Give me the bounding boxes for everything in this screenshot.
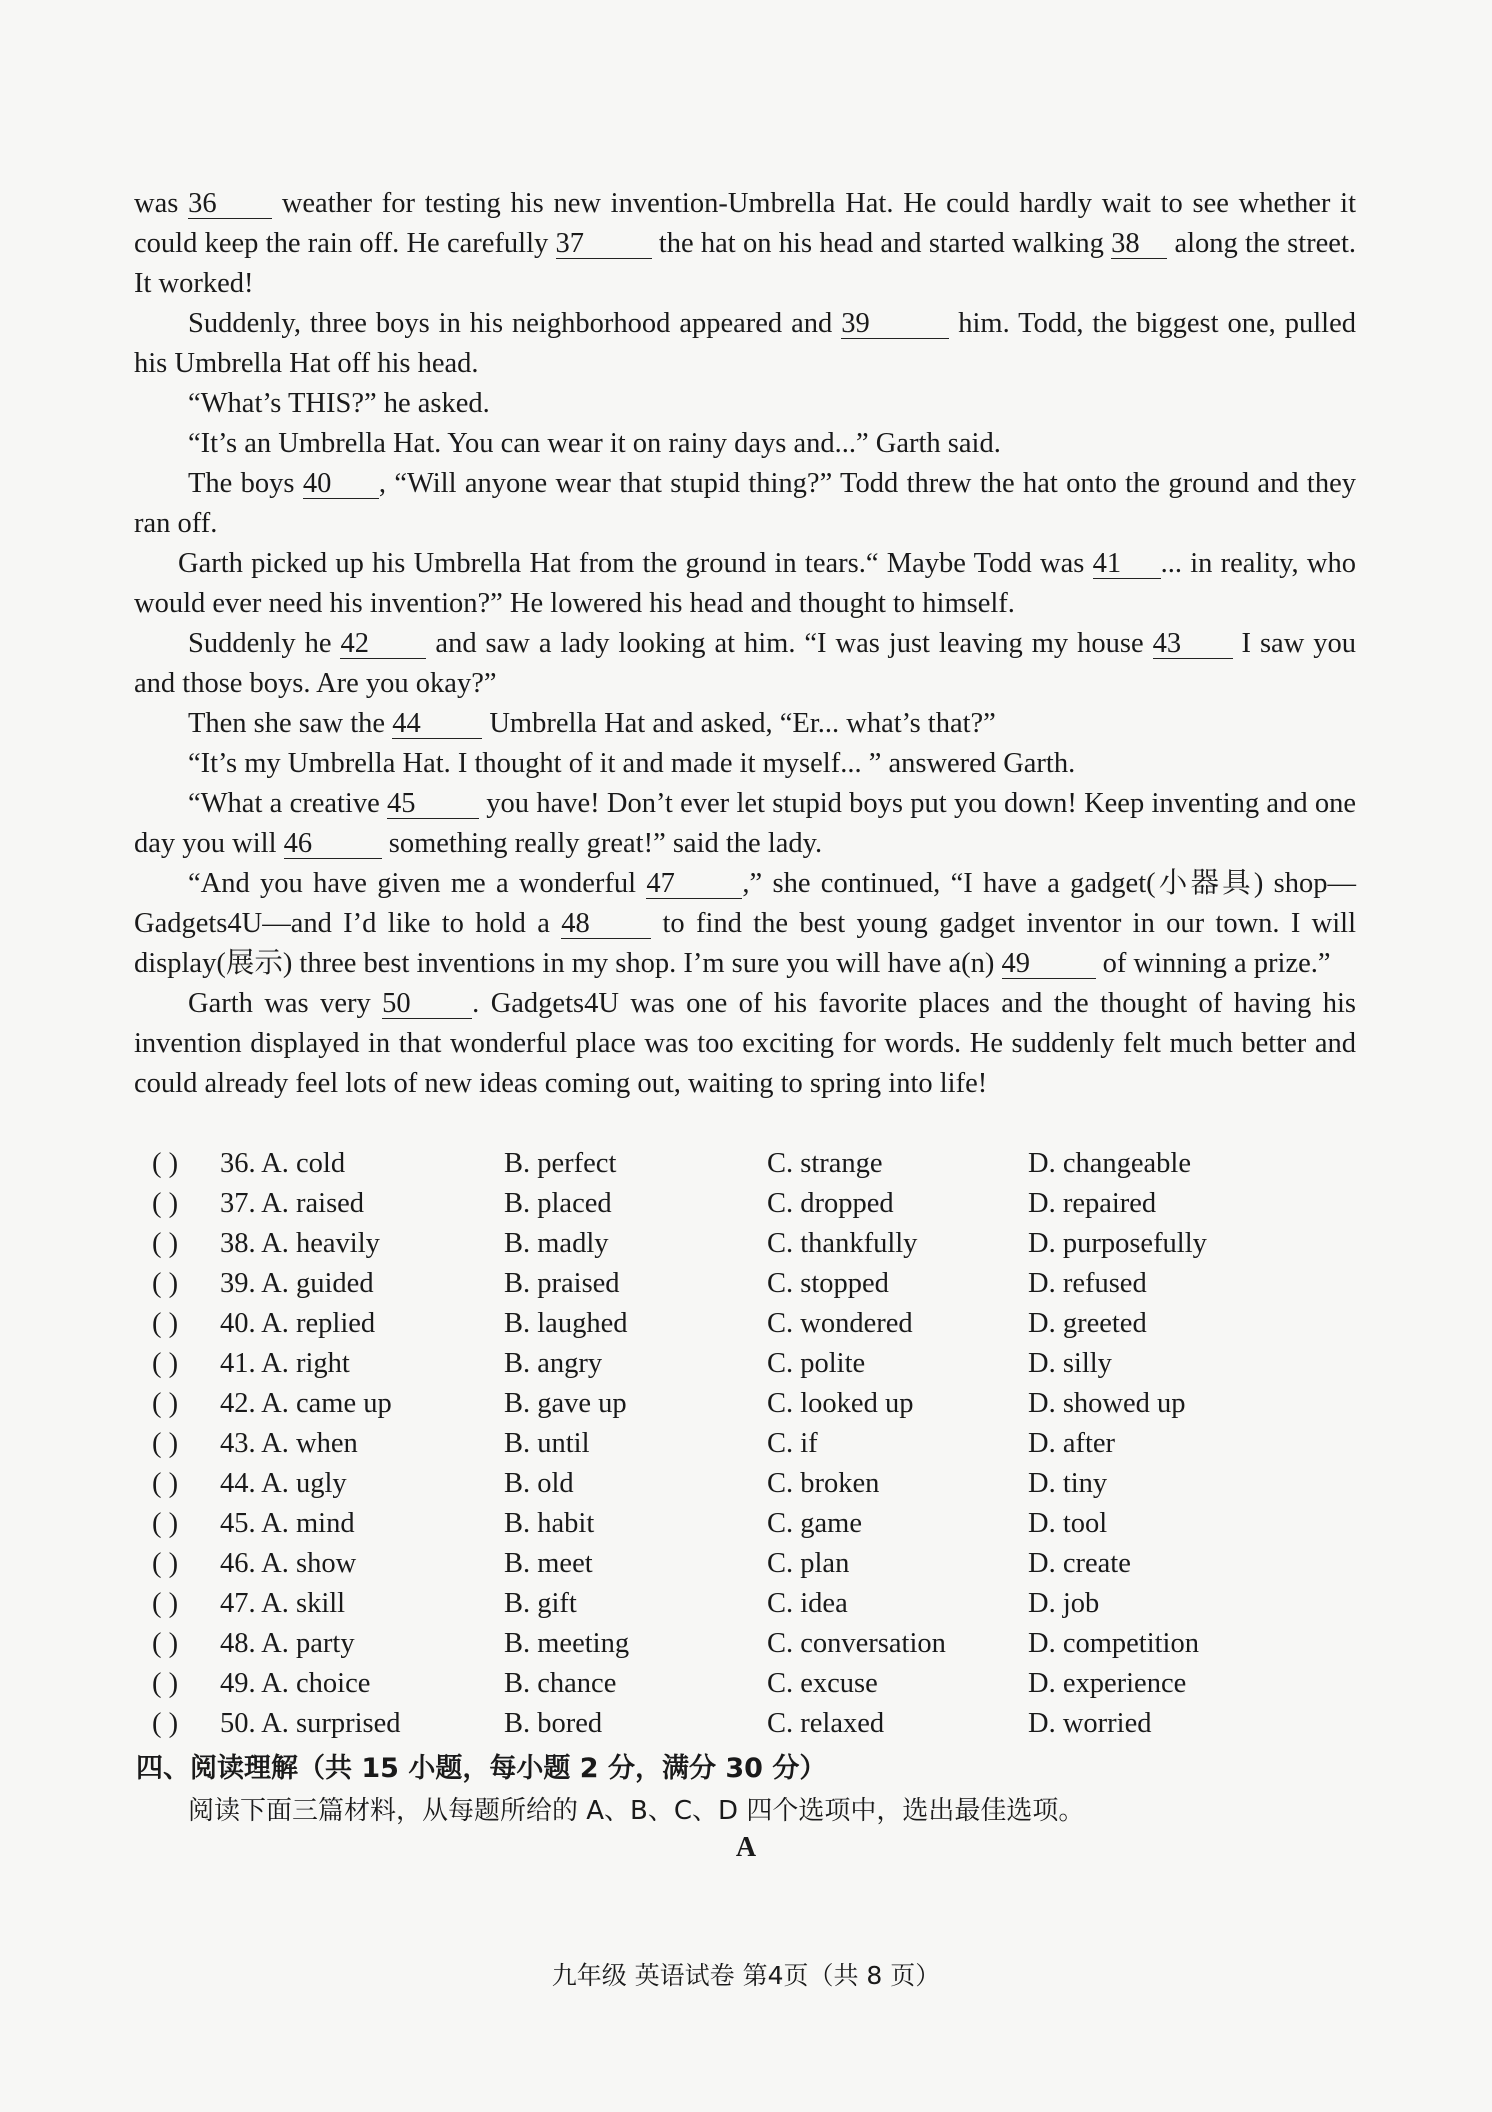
blank-39: 39 (841, 310, 949, 339)
option-a: 44. A. ugly (220, 1468, 347, 1499)
option-d: D. worried (1028, 1708, 1152, 1739)
option-b: B. meet (504, 1548, 593, 1579)
option-d: D. job (1028, 1588, 1100, 1619)
answer-bracket[interactable]: ( ) (152, 1228, 179, 1259)
option-a: 45. A. mind (220, 1508, 355, 1539)
blank-47: 47 (646, 870, 742, 899)
option-b: B. placed (504, 1188, 612, 1219)
option-d: D. changeable (1028, 1148, 1191, 1179)
option-b: B. gift (504, 1588, 577, 1619)
option-row (142, 1704, 1362, 1744)
option-row (142, 1264, 1362, 1304)
paragraph-8: Then she saw the 44 Umbrella Hat and asked, “Er... what’s that?” (188, 708, 996, 739)
option-a: 48. A. party (220, 1628, 355, 1659)
option-row (142, 1144, 1362, 1184)
option-b: B. angry (504, 1348, 603, 1379)
option-c: C. polite (767, 1348, 866, 1379)
option-a: 36. A. cold (220, 1148, 346, 1179)
option-a: 46. A. show (220, 1548, 357, 1579)
answer-bracket[interactable]: ( ) (152, 1668, 179, 1699)
option-b: B. perfect (504, 1148, 617, 1179)
cloze-passage (134, 184, 1356, 1104)
answer-bracket[interactable]: ( ) (152, 1468, 179, 1499)
option-a: 37. A. raised (220, 1188, 365, 1219)
paragraph-6: Garth picked up his Umbrella Hat from the ground in tears.“ Maybe Todd was 41 ... in reality, who would ever need his invention?” He lowered his head and thought to himself. (134, 548, 1356, 619)
option-a: 47. A. skill (220, 1588, 346, 1619)
paragraph-1: was 36 weather for testing his new invention-Umbrella Hat. He could hardly wait to see whether it could keep the rain off. He carefully 37 the hat on his head and started walking 38 along the street. It worked! (134, 188, 1356, 299)
option-a: 42. A. came up (220, 1388, 392, 1419)
option-b: B. laughed (504, 1308, 628, 1339)
option-b: B. madly (504, 1228, 609, 1259)
section-instruction: 阅读下面三篇材料，从每题所给的 A、B、C、D 四个选项中，选出最佳选项。 (188, 1796, 1085, 1826)
option-d: D. after (1028, 1428, 1116, 1459)
paragraph-12: Garth was very 50 . Gadgets4U was one of his favorite places and the thought of having his invention displayed in that wonderful place was too exciting for words. He suddenly felt much better and could already feel lots of new ideas coming out, waiting to spring into life! (134, 988, 1356, 1099)
option-b: B. chance (504, 1668, 617, 1699)
option-d: D. experience (1028, 1668, 1187, 1699)
option-c: C. idea (767, 1588, 848, 1619)
option-c: C. excuse (767, 1668, 878, 1699)
option-row (142, 1504, 1362, 1544)
option-b: B. until (504, 1428, 590, 1459)
option-c: C. plan (767, 1548, 850, 1579)
option-d: D. greeted (1028, 1308, 1147, 1339)
answer-bracket[interactable]: ( ) (152, 1388, 179, 1419)
option-c: C. looked up (767, 1388, 914, 1419)
option-row (142, 1544, 1362, 1584)
option-c: C. dropped (767, 1188, 894, 1219)
paragraph-5: The boys 40 , “Will anyone wear that stupid thing?” Todd threw the hat onto the ground and they ran off. (134, 468, 1356, 539)
option-d: D. tiny (1028, 1468, 1108, 1499)
answer-bracket[interactable]: ( ) (152, 1508, 179, 1539)
option-b: B. old (504, 1468, 574, 1499)
paragraph-10: “What a creative 45 you have! Don’t ever let stupid boys put you down! Keep inventing and one day you will 46 something really great!” said the lady. (134, 788, 1356, 859)
answer-bracket[interactable]: ( ) (152, 1628, 179, 1659)
option-row (142, 1224, 1362, 1264)
option-c: C. strange (767, 1148, 883, 1179)
option-a: 50. A. surprised (220, 1708, 401, 1739)
option-row (142, 1424, 1362, 1464)
option-d: D. refused (1028, 1268, 1147, 1299)
option-d: D. silly (1028, 1348, 1112, 1379)
option-c: C. broken (767, 1468, 880, 1499)
answer-bracket[interactable]: ( ) (152, 1308, 179, 1339)
option-c: C. stopped (767, 1268, 889, 1299)
option-d: D. create (1028, 1548, 1131, 1579)
option-row (142, 1664, 1362, 1704)
option-c: C. thankfully (767, 1228, 918, 1259)
answer-bracket[interactable]: ( ) (152, 1268, 179, 1299)
blank-40: 40 (303, 470, 379, 499)
blank-50: 50 (382, 990, 472, 1019)
blank-45: 45 (387, 790, 479, 819)
option-a: 43. A. when (220, 1428, 358, 1459)
passage-a-heading: A (735, 1832, 757, 1863)
section-title: 四、阅读理解（共 15 小题，每小题 2 分，满分 30 分） (136, 1753, 827, 1784)
option-d: D. repaired (1028, 1188, 1157, 1219)
option-row (142, 1464, 1362, 1504)
option-c: C. relaxed (767, 1708, 885, 1739)
blank-48: 48 (561, 910, 651, 939)
option-b: B. habit (504, 1508, 595, 1539)
option-c: C. if (767, 1428, 818, 1459)
option-row (142, 1344, 1362, 1384)
paragraph-11: “And you have given me a wonderful 47 ,” she continued, “I have a gadget(小器具) shop— Gadgets4U—and I’d like to hold a 48 to find the best young gadget inventor in our town. I will display(展示) three best inventions in my shop. I’m sure you will have a(n) 49 of winning a prize.” (134, 868, 1357, 979)
option-row (142, 1304, 1362, 1344)
option-d: D. tool (1028, 1508, 1108, 1539)
option-a: 40. A. replied (220, 1308, 376, 1339)
option-d: D. competition (1028, 1628, 1199, 1659)
option-row (142, 1584, 1362, 1624)
option-row (142, 1184, 1362, 1224)
option-b: B. praised (504, 1268, 620, 1299)
blank-49: 49 (1002, 950, 1096, 979)
blank-36: 36 (188, 190, 272, 219)
answer-bracket[interactable]: ( ) (152, 1428, 179, 1459)
option-row (142, 1384, 1362, 1424)
blank-38: 38 (1111, 230, 1167, 259)
option-c: C. wondered (767, 1308, 913, 1339)
option-a: 39. A. guided (220, 1268, 374, 1299)
paragraph-9: “It’s my Umbrella Hat. I thought of it and made it myself... ” answered Garth. (188, 748, 1076, 779)
answer-bracket[interactable]: ( ) (152, 1148, 179, 1179)
blank-41: 41 (1093, 550, 1161, 579)
option-b: B. meeting (504, 1628, 630, 1659)
blank-43: 43 (1153, 630, 1233, 659)
blank-37: 37 (556, 230, 652, 259)
paragraph-3: “What’s THIS?” he asked. (188, 388, 490, 419)
answer-bracket[interactable]: ( ) (152, 1548, 179, 1579)
option-a: 38. A. heavily (220, 1228, 380, 1259)
answer-bracket[interactable]: ( ) (152, 1188, 179, 1219)
option-a: 41. A. right (220, 1348, 350, 1379)
option-b: B. bored (504, 1708, 603, 1739)
paragraph-4: “It’s an Umbrella Hat. You can wear it on rainy days and...” Garth said. (188, 428, 1001, 459)
answer-bracket[interactable]: ( ) (152, 1708, 179, 1739)
answer-bracket[interactable]: ( ) (152, 1348, 179, 1379)
option-d: D. showed up (1028, 1388, 1186, 1419)
options-list (142, 1144, 1362, 1744)
option-d: D. purposefully (1028, 1228, 1207, 1259)
page-footer: 九年级 英语试卷 第4页（共 8 页） (551, 1961, 941, 1990)
answer-bracket[interactable]: ( ) (152, 1588, 179, 1619)
option-row (142, 1624, 1362, 1664)
blank-44: 44 (392, 710, 482, 739)
paragraph-7: Suddenly he 42 and saw a lady looking at him. “I was just leaving my house 43 I saw you and those boys. Are you okay?” (134, 628, 1356, 699)
blank-42: 42 (340, 630, 426, 659)
option-b: B. gave up (504, 1388, 627, 1419)
option-c: C. game (767, 1508, 862, 1539)
paragraph-2: Suddenly, three boys in his neighborhood appeared and 39 him. Todd, the biggest one, pulled his Umbrella Hat off his head. (134, 308, 1357, 379)
option-c: C. conversation (767, 1628, 946, 1659)
blank-46: 46 (284, 830, 382, 859)
option-a: 49. A. choice (220, 1668, 371, 1699)
